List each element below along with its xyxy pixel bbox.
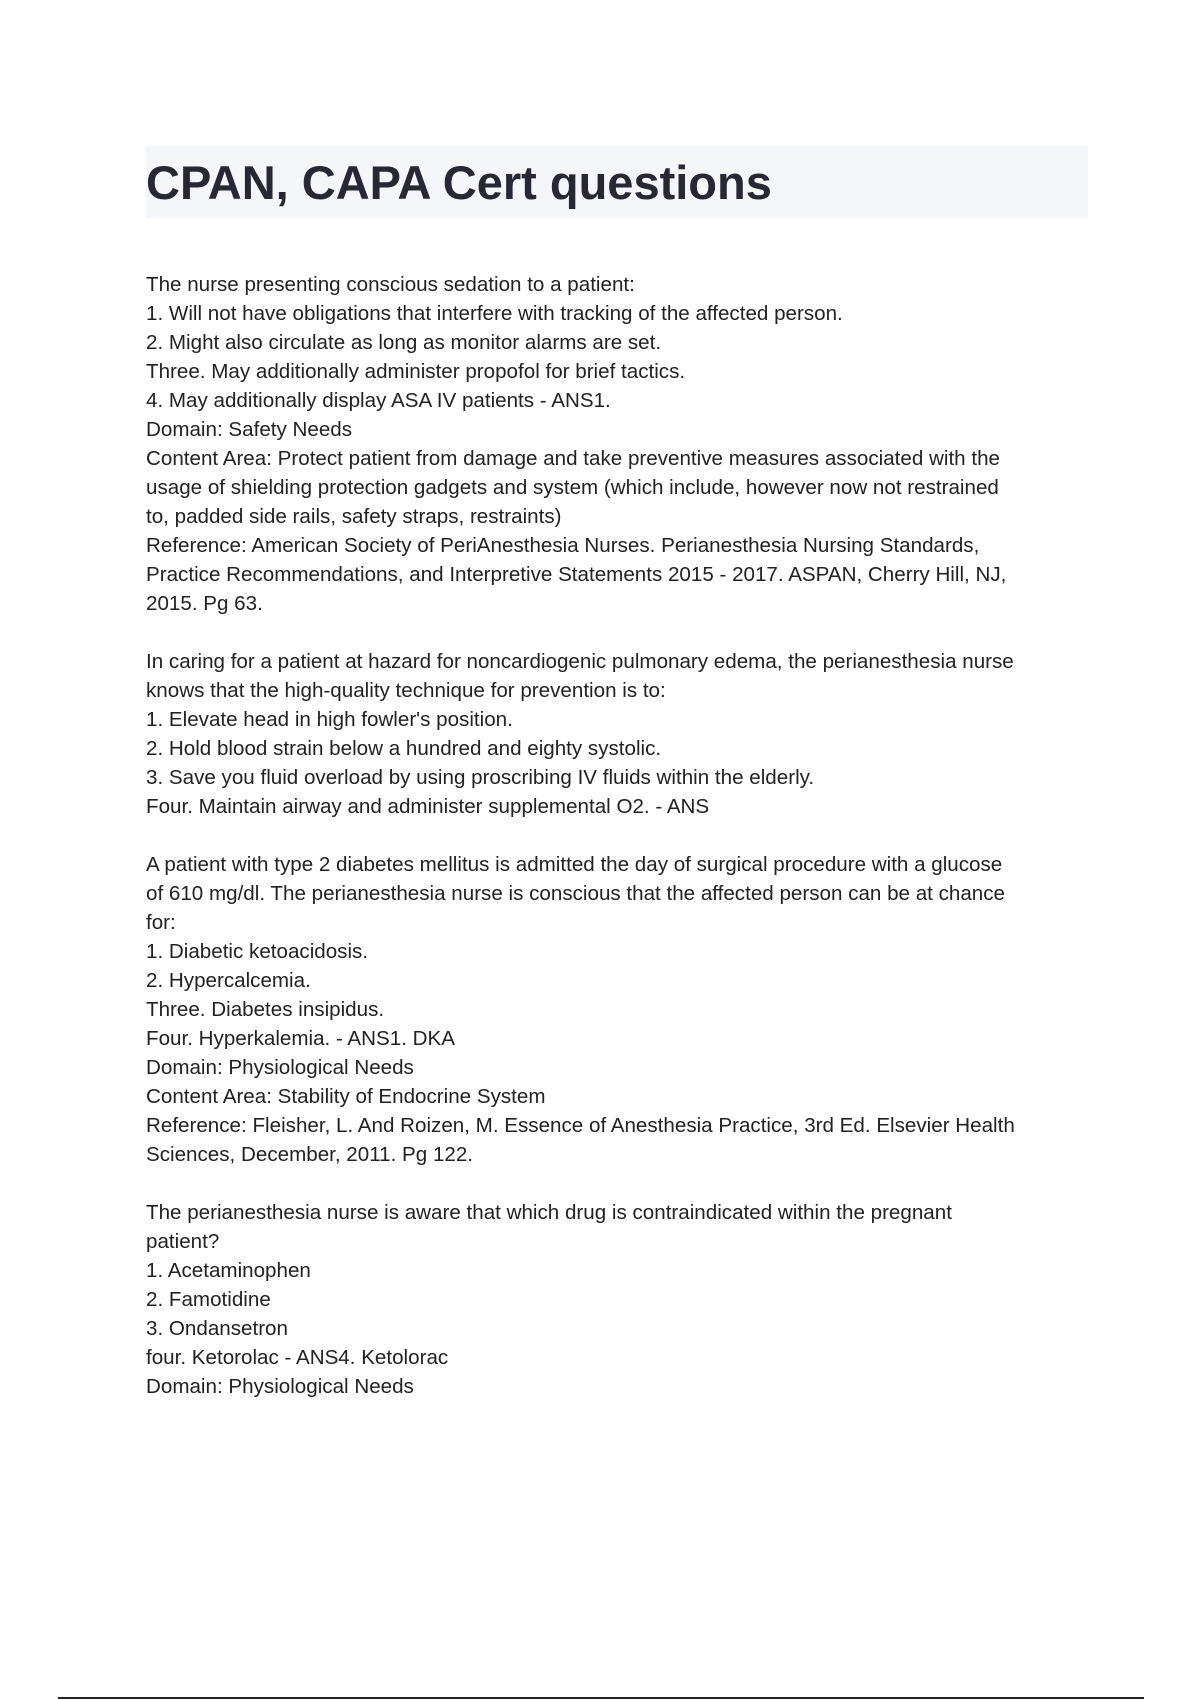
text-line: 3. Save you fluid overload by using proscribing IV fluids within the elderly. <box>146 766 815 789</box>
text-line: 1. Elevate head in high fowler's position. <box>146 708 513 731</box>
text-line: Four. Hyperkalemia. - ANS1. DKA <box>146 1027 456 1050</box>
text-line: Content Area: Protect patient from damage and take preventive measures associated with the <box>146 447 1000 470</box>
question-block-4 <box>146 1198 1088 1401</box>
text-line: Reference: Fleisher, L. And Roizen, M. Essence of Anesthesia Practice, 3rd Ed. Elsevier Health <box>146 1114 1015 1137</box>
text-line: for: <box>146 911 176 934</box>
text-line: 1. Acetaminophen <box>146 1259 311 1282</box>
text-line: A patient with type 2 diabetes mellitus is admitted the day of surgical procedure with a glucose <box>146 853 1003 876</box>
text-line: 1. Diabetic ketoacidosis. <box>146 940 369 963</box>
text-line: 4. May additionally display ASA IV patients - ANS1. <box>146 389 611 412</box>
text-line: The perianesthesia nurse is aware that which drug is contraindicated within the pregnant <box>146 1201 952 1224</box>
text-line: In caring for a patient at hazard for noncardiogenic pulmonary edema, the perianesthesia nurse <box>146 650 1014 673</box>
text-line: 1. Will not have obligations that interfere with tracking of the affected person. <box>146 302 843 325</box>
text-line: 2. Might also circulate as long as monitor alarms are set. <box>146 331 662 354</box>
text-line: four. Ketorolac - ANS4. Ketolorac <box>146 1346 449 1369</box>
text-line: 2. Famotidine <box>146 1288 271 1311</box>
text-line: Four. Maintain airway and administer supplemental O2. - ANS <box>146 795 710 818</box>
text-line: Domain: Physiological Needs <box>146 1375 414 1398</box>
text-line: Three. May additionally administer propofol for brief tactics. <box>146 360 686 383</box>
footer-divider <box>58 1697 1144 1699</box>
text-line: patient? <box>146 1230 220 1253</box>
text-line: 2015. Pg 63. <box>146 592 263 615</box>
question-block-1 <box>146 270 1088 618</box>
title-banner <box>146 146 1088 218</box>
text-line: usage of shielding protection gadgets and system (which include, however now not restrained <box>146 476 999 499</box>
text-line: Three. Diabetes insipidus. <box>146 998 385 1021</box>
text-line: Sciences, December, 2011. Pg 122. <box>146 1143 474 1166</box>
text-line: 2. Hold blood strain below a hundred and eighty systolic. <box>146 737 662 760</box>
text-line: 2. Hypercalcemia. <box>146 969 311 992</box>
question-block-3 <box>146 850 1088 1169</box>
text-line: The nurse presenting conscious sedation to a patient: <box>146 273 635 296</box>
question-block-2 <box>146 647 1088 821</box>
text-line: Domain: Physiological Needs <box>146 1056 414 1079</box>
page-title: CPAN, CAPA Cert questions <box>146 155 772 209</box>
text-line: 3. Ondansetron <box>146 1317 288 1340</box>
text-line: knows that the high-quality technique for prevention is to: <box>146 679 666 702</box>
document-body <box>146 270 1088 1430</box>
text-line: Practice Recommendations, and Interpretive Statements 2015 - 2017. ASPAN, Cherry Hill, NJ, <box>146 563 1007 586</box>
text-line: to, padded side rails, safety straps, restraints) <box>146 505 562 528</box>
text-line: Content Area: Stability of Endocrine System <box>146 1085 546 1108</box>
text-line: Reference: American Society of PeriAnesthesia Nurses. Perianesthesia Nursing Standards, <box>146 534 980 557</box>
text-line: of 610 mg/dl. The perianesthesia nurse is conscious that the affected person can be at chance <box>146 882 1006 905</box>
text-line: Domain: Safety Needs <box>146 418 353 441</box>
